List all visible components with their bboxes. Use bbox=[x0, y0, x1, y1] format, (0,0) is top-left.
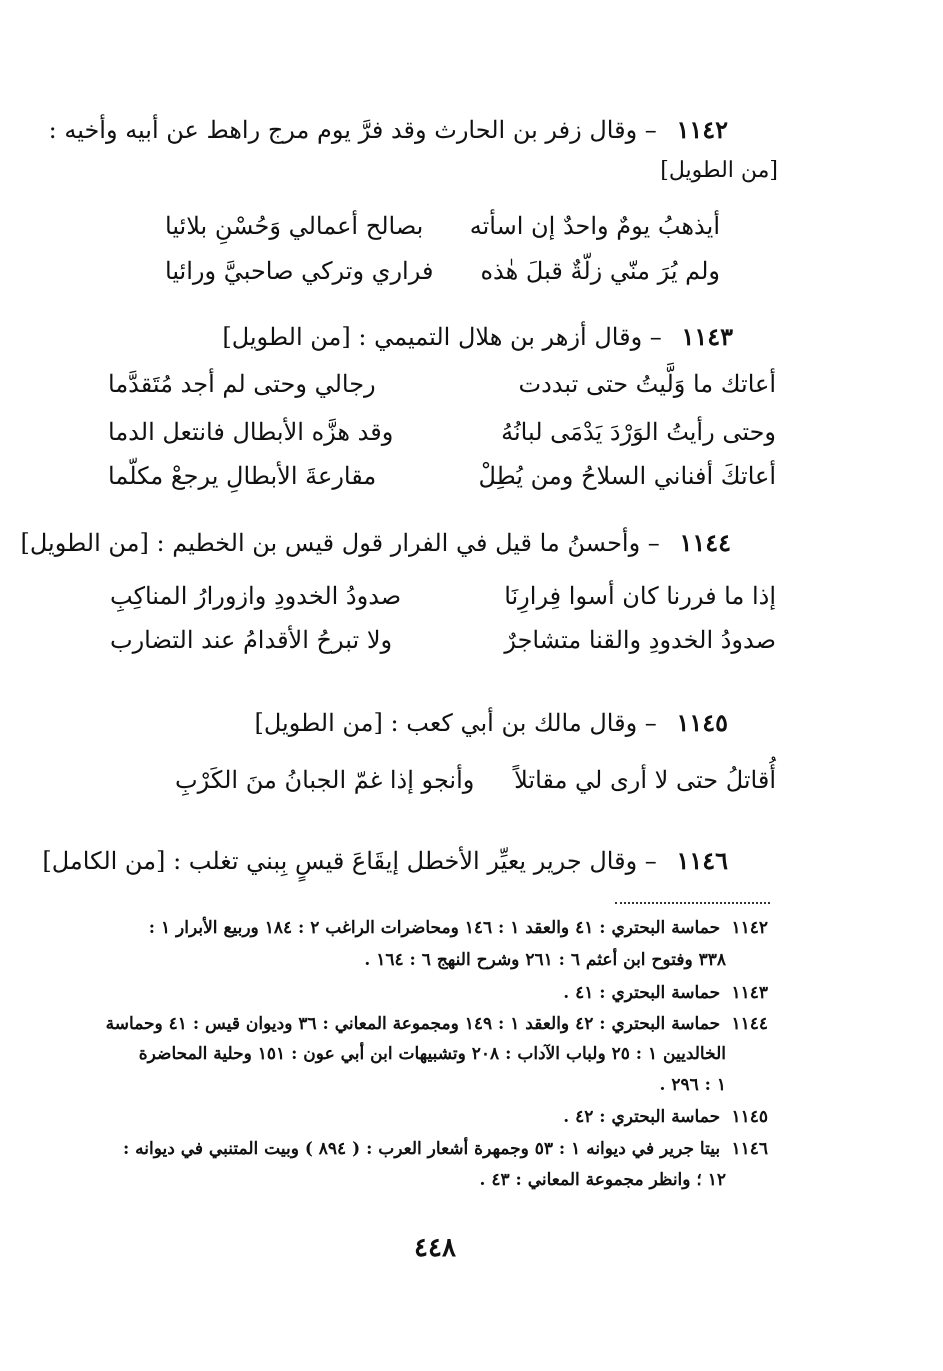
page-number: ٤٤٨ bbox=[414, 1233, 456, 1263]
hemistich-first: ولم يُرَ منّي زلّةٌ قبلَ هٰذه bbox=[480, 257, 720, 285]
verse-line bbox=[108, 418, 776, 446]
meter-label: [من الطويل] bbox=[254, 709, 383, 737]
footnote bbox=[563, 983, 768, 1003]
hemistich-first: صدودُ الخدودِ والقنا متشاجرٌ bbox=[504, 626, 776, 654]
footnote-number: ١١٤٦ bbox=[731, 1139, 768, 1159]
footnote-continuation: ١ : ٢٩٦ . bbox=[659, 1075, 726, 1095]
hemistich-second: بصالح أعمالي وَحُسْنِ بلائيا bbox=[165, 212, 424, 240]
entry-number: ١١٤٥ bbox=[676, 708, 728, 737]
verse-line bbox=[108, 462, 776, 490]
entry-intro: – وقال أزهر بن هلال التميمي : bbox=[358, 323, 662, 351]
verse-line bbox=[110, 582, 776, 610]
footnote-number: ١١٤٥ bbox=[731, 1107, 768, 1127]
entry-heading bbox=[49, 115, 728, 144]
entry-heading bbox=[255, 708, 729, 737]
entry-number: ١١٤٤ bbox=[679, 528, 731, 557]
footnote-continuation: ١٢ ؛ وانظر مجموعة المعاني : ٤٣ . bbox=[479, 1170, 726, 1190]
meter-label: [من الطويل] bbox=[660, 158, 778, 183]
footnote-text: حماسة البحتري : ٤٢ والعقد ١ : ١٤٩ ومجموعة المعاني : ٣٦ وديوان قيس : ٤١ وحماسة bbox=[105, 1014, 721, 1034]
footnote-separator bbox=[615, 902, 770, 904]
hemistich-second: فراري وتركي صاحبيَّ ورائيا bbox=[165, 257, 434, 285]
footnote-number: ١١٤٢ bbox=[731, 918, 768, 938]
hemistich-first: أعاتكَ أفناني السلاحُ ومن يُطِلْ bbox=[478, 462, 776, 490]
footnote-text: بيتا جرير في ديوانه ١ : ٥٣ وجمهرة أشعار العرب : ( ٨٩٤ ) وبيت المتنبي في ديوانه : bbox=[122, 1139, 721, 1159]
verse-line bbox=[108, 370, 776, 398]
hemistich-second: رجالي وحتى لم أجد مُتَقدَّما bbox=[108, 370, 376, 398]
hemistich-first: أعاتك ما وَلَّيتُ حتى تبددت bbox=[518, 370, 776, 398]
footnote-text: حماسة البحتري : ٤٢ . bbox=[563, 1107, 721, 1127]
hemistich-second: وأنجو إذا غمّ الجبانُ منَ الكَرْبِ bbox=[175, 766, 475, 794]
entry-heading bbox=[42, 846, 728, 875]
verse-line bbox=[165, 257, 720, 285]
footnote bbox=[563, 1107, 768, 1127]
entry-number: ١١٤٦ bbox=[676, 846, 728, 875]
verse-line bbox=[110, 626, 776, 654]
verse-line bbox=[175, 766, 776, 794]
footnote bbox=[149, 918, 768, 938]
entry-intro: – وقال مالك بن أبي كعب : bbox=[390, 709, 657, 737]
entry-intro: – وقال جرير يعيِّر الأخطل إيقَاعَ قيسٍ بِبني تغلب : bbox=[173, 847, 657, 875]
hemistich-first: إذا ما فررنا كان أسوا فِرارِنَا bbox=[504, 582, 776, 610]
hemistich-second: وقد هزَّه الأبطال فانتعل الدما bbox=[108, 418, 394, 446]
verse-line bbox=[165, 212, 720, 240]
footnote bbox=[123, 1139, 768, 1159]
footnote-text: حماسة البحتري : ٤١ . bbox=[563, 983, 721, 1003]
footnote-number: ١١٤٣ bbox=[731, 983, 768, 1003]
meter-label: [من الكامل] bbox=[42, 847, 166, 875]
entry-intro: – وقال زفر بن الحارث وقد فرَّ يوم مرج راهط عن أبيه وأخيه : bbox=[48, 116, 657, 144]
entry-heading bbox=[222, 322, 733, 351]
entry-number: ١١٤٢ bbox=[676, 115, 728, 144]
footnote-continuation: الخالديين ١ : ٢٥ ولباب الآداب : ٢٠٨ وتشبيهات ابن أبي عون : ١٥١ وحلية المحاضرة bbox=[138, 1044, 726, 1064]
hemistich-first: وحتى رأيتُ الوَرْدَ يَدْمَى لبانُهُ bbox=[501, 418, 776, 446]
meter-label: [من الطويل] bbox=[222, 323, 351, 351]
entry-number: ١١٤٣ bbox=[681, 322, 733, 351]
entry-heading bbox=[21, 528, 732, 557]
hemistich-second: مقارعةَ الأبطالِ يرجعْ مكلّما bbox=[108, 462, 377, 490]
footnote-continuation: ٣٣٨ وفتوح ابن أعثم ٦ : ٢٦١ وشرح النهج ٦ : ١٦٤ . bbox=[364, 950, 726, 970]
hemistich-first: أيذهبُ يومٌ واحدٌ إن اسأته bbox=[469, 212, 720, 240]
footnote-text: حماسة البحتري : ٤١ والعقد ١ : ١٤٦ ومحاضرات الراغب ٢ : ١٨٤ وربيع الأبرار ١ : bbox=[148, 918, 721, 938]
footnote-number: ١١٤٤ bbox=[731, 1014, 768, 1034]
hemistich-first: أُقاتلُ حتى لا أرى لي مقاتلاً bbox=[514, 766, 776, 794]
meter-label: [من الطويل] bbox=[20, 529, 149, 557]
footnote bbox=[106, 1014, 768, 1034]
entry-intro: – وأحسنُ ما قيل في الفرار قول قيس بن الخطيم : bbox=[156, 529, 660, 557]
hemistich-second: صدودُ الخدودِ وازورارُ المناكِبِ bbox=[110, 582, 402, 610]
hemistich-second: ولا تبرحُ الأقدامُ عند التضارب bbox=[110, 626, 393, 654]
